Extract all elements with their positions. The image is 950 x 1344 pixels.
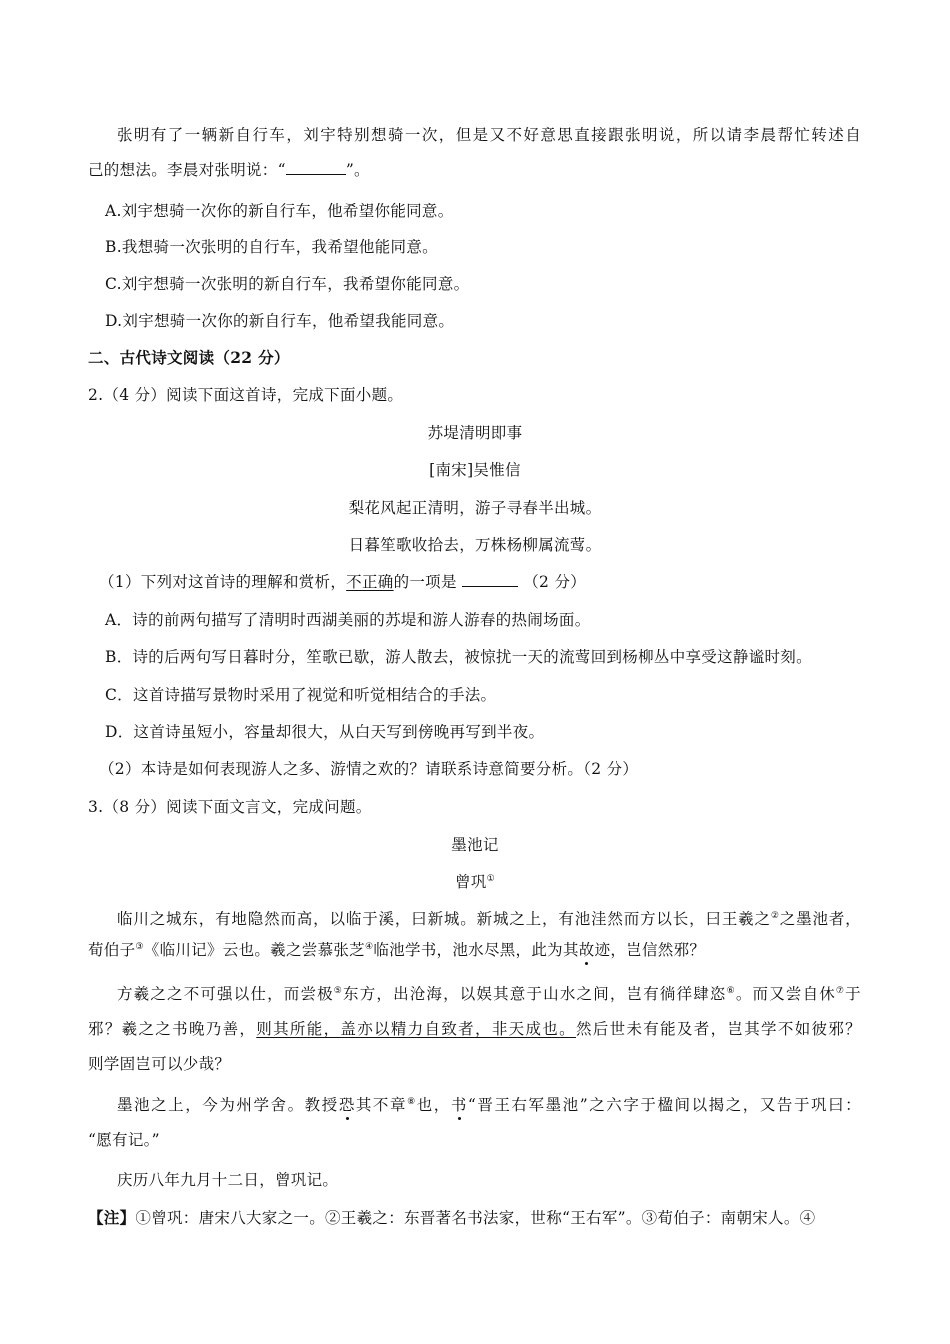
q2-sub-question-1: （1）下列对这首诗的理解和赏析，不正确的一项是 （2 分） [99, 573, 587, 591]
footnote-marker: ⑥ [726, 985, 736, 996]
passage-author: 曾巩① [455, 873, 495, 891]
underlined-sentence: 则其所能，盖亦以精力自致者，非天成也。 [256, 1020, 576, 1038]
poem-title: 苏堤清明即事 [427, 424, 523, 442]
passage-para-2-line-2: 邪？羲之之书晚乃善，则其所能，盖亦以精力自致者，非天成也。然后世未有能及者，岂其学不如彼邪？ [88, 1020, 861, 1038]
q2-option-d: D．这首诗虽短小，容量却很大，从白天写到傍晚再写到半夜。 [105, 723, 545, 741]
note-label: 【注】 [88, 1208, 136, 1227]
emphasized-word: 故 [578, 941, 595, 959]
q1-stem-line-2: 己的想法。李晨对张明说：“ ”。 [88, 161, 370, 179]
passage-para-1-line-2: 荀伯子③《临川记》云也。羲之尝慕张芝④临池学书，池水尽黑，此为其故迹，岂信然邪？ [88, 941, 706, 959]
q2-stem: 2.（4 分）阅读下面这首诗，完成下面小题。 [88, 386, 404, 404]
passage-para-1-line-1: 临川之城东，有地隐然而高，以临于溪，曰新城。新城之上，有池洼然而方以长，曰王羲之②之墨池者， [117, 910, 861, 928]
q2-option-a: A．诗的前两句描写了清明时西湖美丽的苏堤和游人游春的热闹场面。 [105, 611, 591, 629]
emphasized-word: 恐 [338, 1096, 356, 1114]
footnote-marker: ① [486, 873, 495, 884]
answer-blank[interactable] [286, 160, 346, 175]
q3-stem: 3.（8 分）阅读下面文言文，完成问题。 [88, 798, 372, 816]
passage-para-3-line-1: 墨池之上，今为州学舍。教授恐其不章⑧也，书“晋王右军墨池”之六字于楹间以揭之，又告于巩曰： [117, 1096, 861, 1114]
q1-option-a: A.刘宇想骑一次你的新自行车，他希望你能同意。 [105, 202, 454, 220]
q1-option-b: B.我想骑一次张明的自行车，我希望他能同意。 [105, 238, 438, 256]
answer-blank[interactable] [462, 572, 518, 587]
poem-line-2: 日暮笙歌收拾去，万株杨柳属流莺。 [348, 536, 602, 554]
passage-para-2-line-1: 方羲之之不可强以仕，而尝极⑤东方，出沧海，以娱其意于山水之间，岂有徜徉肆恣⑥。而又尝自休⑦于 [117, 985, 861, 1003]
q2-option-b: B．诗的后两句写日暮时分，笙歌已歇，游人散去，被惊扰一天的流莺回到杨柳丛中享受这静谧时刻。 [105, 648, 812, 666]
footnote-marker: ⑧ [407, 1096, 417, 1107]
q1-option-d: D.刘宇想骑一次你的新自行车，他希望我能同意。 [105, 312, 455, 330]
passage-para-2-line-3: 则学固岂可以少哉？ [88, 1055, 231, 1073]
passage-title: 墨池记 [451, 836, 499, 854]
footnote-marker: ② [770, 910, 780, 921]
q1-option-c: C.刘宇想骑一次张明的新自行车，我希望你能同意。 [105, 275, 470, 293]
annotation-note: 【注】①曾巩：唐宋八大家之一。②王羲之：东晋著名书法家，世称“王右军”。③荀伯子：南朝宋人。④ [88, 1208, 816, 1227]
section-heading: 二、古代诗文阅读（22 分） [88, 348, 290, 367]
passage-para-4: 庆历八年九月十二日，曾巩记。 [117, 1171, 339, 1189]
emphasis-underline: 不正确 [346, 573, 394, 591]
q2-option-c: C．这首诗描写景物时采用了视觉和听觉相结合的手法。 [105, 686, 497, 704]
poem-line-1: 梨花风起正清明，游子寻春半出城。 [348, 499, 602, 517]
q2-sub-question-2: （2）本诗是如何表现游人之多、游情之欢的？请联系诗意简要分析。（2 分） [99, 760, 639, 778]
footnote-marker: ④ [364, 941, 374, 952]
footnote-marker: ③ [135, 941, 144, 952]
passage-para-3-line-2: “愿有记。” [88, 1131, 160, 1149]
q1-stem-line-1: 张明有了一辆新自行车，刘宇特别想骑一次，但是又不好意思直接跟张明说，所以请李晨帮忙转述自 [117, 126, 861, 144]
footnote-marker: ⑦ [835, 985, 846, 996]
footnote-marker: ⑤ [333, 985, 344, 996]
emphasized-word: 书 [450, 1096, 468, 1114]
poem-author: [南宋]吴惟信 [429, 461, 521, 479]
